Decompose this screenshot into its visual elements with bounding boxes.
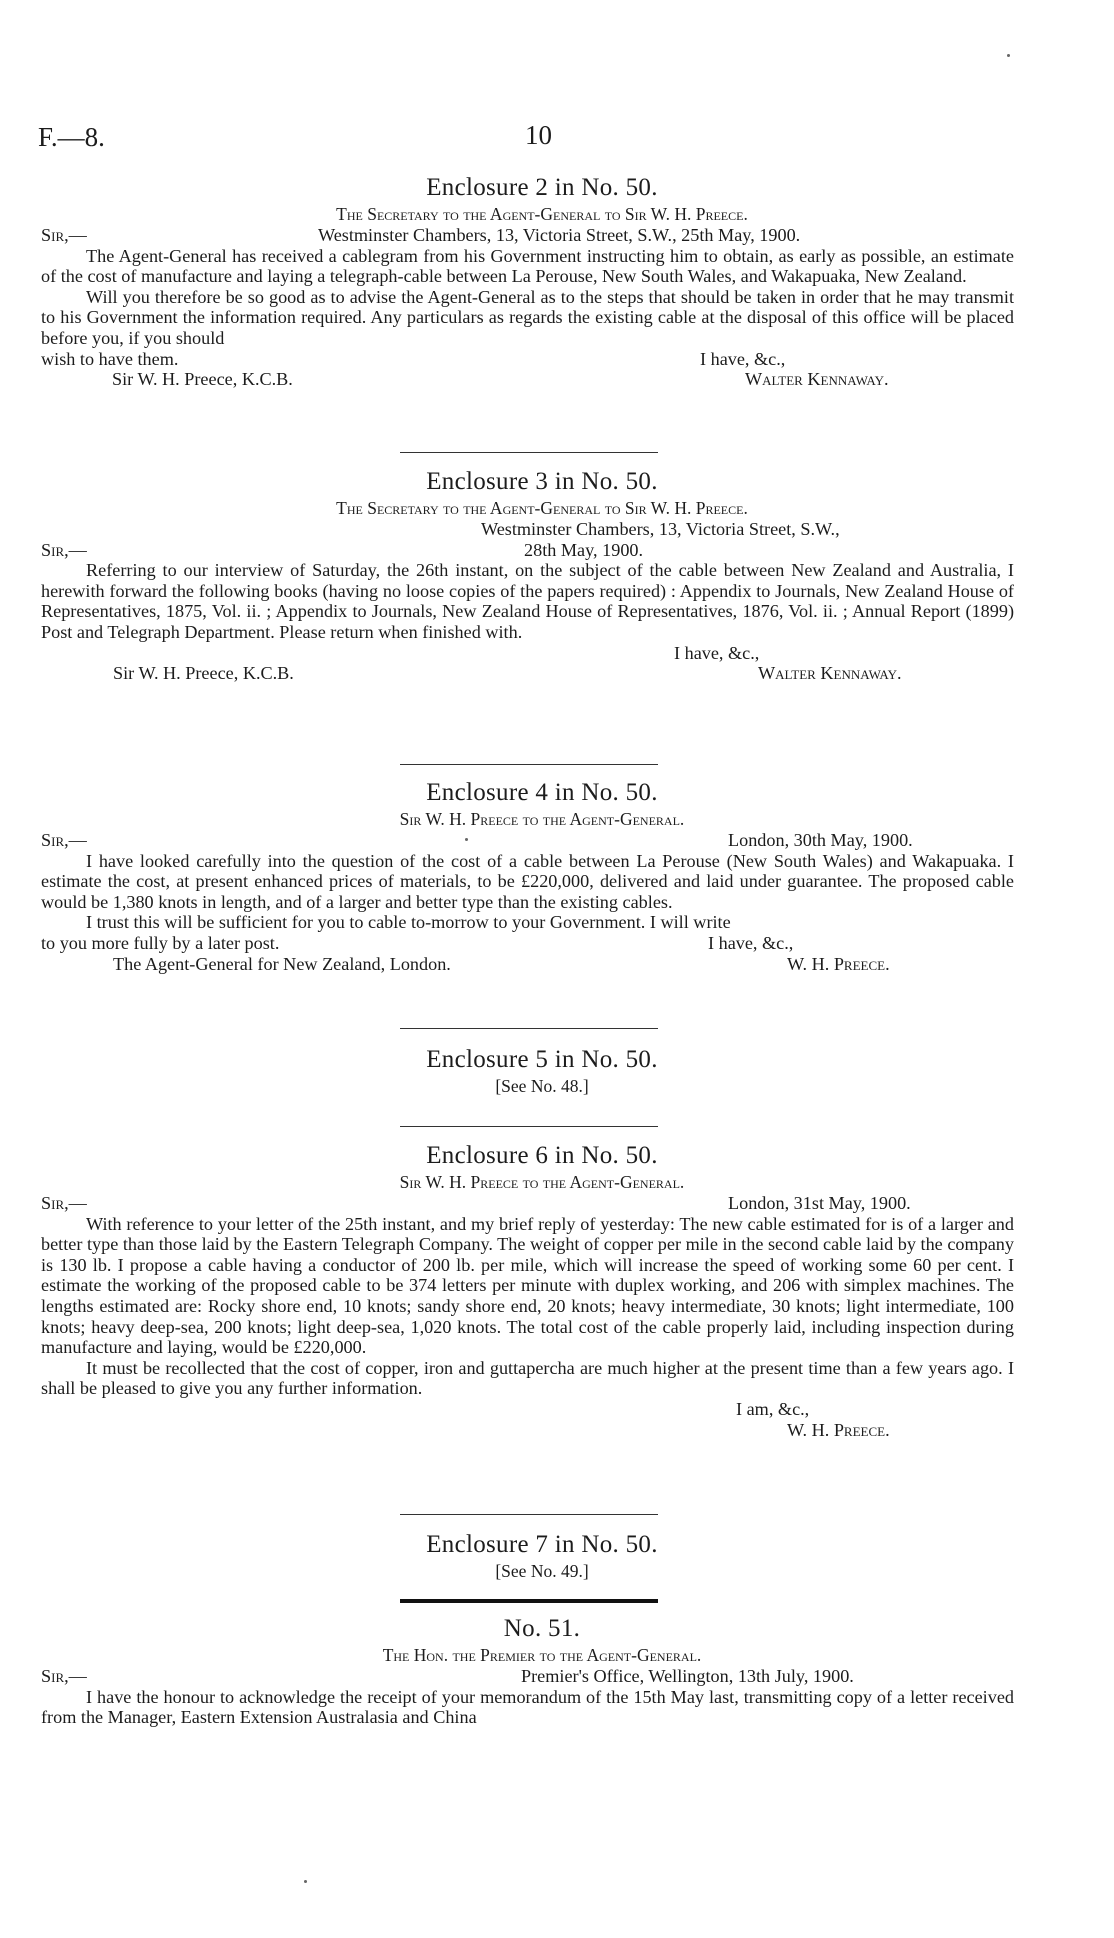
enclosure-title: Enclosure 4 in No. 50. [426,779,658,806]
enclosure-subtitle: Sir W. H. Preece to the Agent-General. [399,809,685,829]
enclosure-note: [See No. 48.] [495,1076,589,1096]
scan-speck [1007,54,1010,57]
address-line: 28th May, 1900. [524,539,644,560]
letter-title: No. 51. [503,1615,581,1642]
enclosure-title: Enclosure 6 in No. 50. [426,1142,658,1169]
enclosure-6 [41,1141,1014,1440]
salutation: Sir,— [41,1193,87,1213]
section-divider [400,452,658,453]
closing: I am, &c., [736,1398,810,1419]
enclosure-3 [41,467,1014,684]
signature: Walter Kennaway. [745,369,889,390]
address-line: Westminster Chambers, 13, Victoria Street, S.W., [481,519,840,539]
scan-speck [465,838,468,841]
section-divider [400,764,658,765]
enclosure-note: [See No. 49.] [495,1561,589,1581]
paragraph: I trust this will be sufficient for you to cable to-morrow to your Government. I will write [86,912,731,933]
enclosure-title: Enclosure 2 in No. 50. [426,174,658,201]
page-number: 10 [525,120,552,150]
dateline: London, 30th May, 1900. [728,830,913,850]
signature: W. H. Preece. [787,953,890,974]
salutation: Sir,— [41,225,87,245]
series-reference: F.—8. [38,122,105,152]
enclosure-title: Enclosure 5 in No. 50. [426,1046,658,1073]
closing: I have, &c., [708,932,794,953]
addressee: Sir W. H. Preece, K.C.B. [112,369,293,390]
paragraph: I have looked carefully into the question of the cost of a cable between La Perouse (New South Wales) and Wakapuaka. I estimate the cost, at present enhanced prices of materials, to be £220,000, delivered and laid under guarantee. The proposed cable would be 1,380 knots in length, and of a larger and better type than the existing cables. [41,850,1014,912]
paragraph: The Agent-General has received a cablegram from his Government instructing him to obtain, as early as possible, an estimate of the cost of manufacture and laying a telegraph-cable between La Perouse, New South Wales, and Wakapuaka, New Zealand. [41,245,1014,287]
dateline: Westminster Chambers, 13, Victoria Street, S.W., 25th May, 1900. [318,225,801,245]
scan-speck [304,1880,307,1883]
dateline: London, 31st May, 1900. [728,1193,911,1213]
letter-no-51 [41,1614,1014,1728]
enclosure-4 [41,778,1014,974]
paragraph: I have the honour to acknowledge the receipt of your memorandum of the 15th May last, transmitting copy of a letter received from the Manager, Eastern Extension Australasia and China [41,1686,1014,1728]
dateline: Premier's Office, Wellington, 13th July, 1900. [521,1666,854,1686]
signature: Walter Kennaway. [758,663,902,684]
closing: I have, &c., [674,642,760,663]
section-divider [400,1126,658,1127]
section-divider [400,1028,658,1029]
enclosure-2 [41,173,1014,390]
paragraph-end: wish to have them. [41,348,179,369]
enclosure-subtitle: The Secretary to the Agent-General to Sir W. H. Preece. [336,204,748,224]
enclosure-5 [70,1045,1014,1097]
enclosure-subtitle: Sir W. H. Preece to the Agent-General. [399,1172,685,1192]
enclosure-7 [70,1530,1014,1582]
closing: I have, &c., [700,348,786,369]
salutation: Sir,— [41,830,87,850]
paragraph: Referring to our interview of Saturday, the 26th instant, on the subject of the cable between New Zealand and Australia, I herewith forward the following books (having no loose copies of the papers required) : Appendix to Journals, New Zealand House of Representatives, 1875, Vol. ii. ; Appendix to Journals, New Zealand House of Representatives, 1876, Vol. ii. ; Annual Report (1899) Post and Telegraph Department. Please return when finished with. [41,560,1014,642]
enclosure-title: Enclosure 7 in No. 50. [426,1531,658,1558]
major-section-divider [400,1599,658,1603]
signature: W. H. Preece. [787,1419,890,1440]
salutation: Sir,— [41,1666,87,1686]
salutation: Sir,— [41,539,87,560]
paragraph: With reference to your letter of the 25th instant, and my brief reply of yesterday: The new cable estimated for is of a larger and better type than those laid by the Eastern Telegraph Company. The weight of copper per mile in the second cable laid by the company is 130 lb. I propose a cable having a conductor of 200 lb. per mile, which will increase the speed of working some 60 per cent. I estimate the working of the proposed cable to be 374 letters per minute with duplex working, and 206 with simplex machines. The lengths estimated are: Rocky shore end, 10 knots; sandy shore end, 20 knots; heavy intermediate, 30 knots; light intermediate, 100 knots; heavy deep-sea, 200 knots; light deep-sea, 1,020 knots. The total cost of the cable properly laid, including inspection during manufacture and laying, would be £220,000. [41,1213,1014,1358]
enclosure-title: Enclosure 3 in No. 50. [426,468,658,495]
letter-subtitle: The Hon. the Premier to the Agent-General. [382,1645,702,1665]
section-divider [400,1514,658,1515]
paragraph-end: to you more fully by a later post. [41,932,280,953]
enclosure-subtitle: The Secretary to the Agent-General to Sir W. H. Preece. [336,498,748,518]
addressee: The Agent-General for New Zealand, London. [113,953,451,974]
paragraph: Will you therefore be so good as to advise the Agent-General as to the steps that should be taken in order that he may transmit to his Government the information required. Any particulars as regards the existing cable at the disposal of this office will be placed before you, if you should [41,286,1014,348]
addressee: Sir W. H. Preece, K.C.B. [113,663,294,684]
paragraph: It must be recollected that the cost of copper, iron and guttapercha are much higher at the present time than a few years ago. I shall be pleased to give you any further information. [41,1357,1014,1399]
